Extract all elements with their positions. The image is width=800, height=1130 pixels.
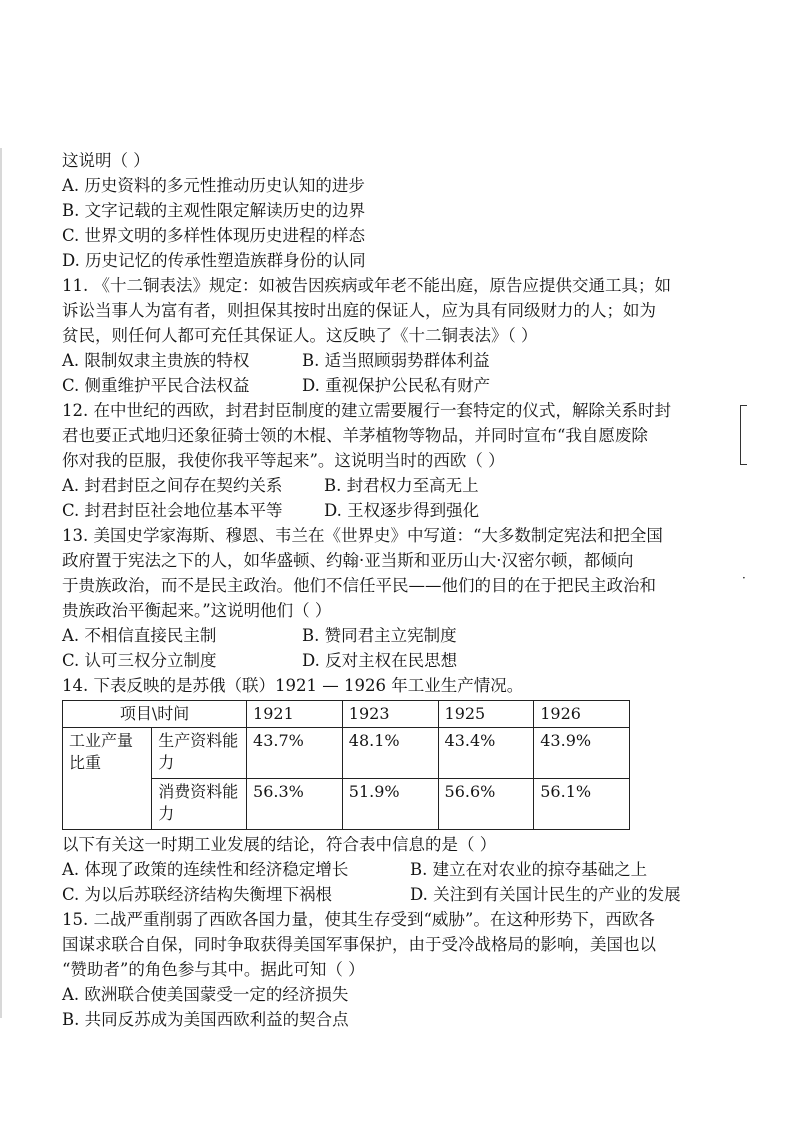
question-15-stem-line: 15. 二战严重削弱了西欧各国力量，使其生存受到“威胁”。在这种形势下，西欧各: [62, 910, 655, 929]
table-cell: 56.3%: [247, 779, 343, 830]
table-group-label: 工业产量比重: [63, 728, 152, 830]
question-12-stem-line: 12. 在中世纪的西欧，封君封臣制度的建立需要履行一套特定的仪式，解除关系时封: [62, 401, 671, 420]
question-13-option-c: C. 认可三权分立制度: [62, 651, 217, 670]
question-13-stem-line: 贵族政治平衡起来。”这说明他们（ ）: [62, 601, 332, 620]
question-15: [62, 907, 722, 1032]
question-14-option-b: B. 建立在对农业的掠夺基础之上: [410, 860, 648, 879]
margin-bracket-mark: [740, 405, 747, 465]
table-cell: 43.7%: [247, 728, 343, 779]
question-13-stem-line: 13. 美国史学家海斯、穆恩、韦兰在《世界史》中写道：“大多数制定宪法和把全国: [62, 526, 663, 545]
table-row-label: 生产资料能力: [152, 728, 247, 779]
question-15-option-b: B. 共同反苏成为美国西欧利益的契合点: [62, 1010, 349, 1029]
question-10-option-a: A. 历史资料的多元性推动历史认知的进步: [62, 176, 365, 195]
question-12-stem-line: 君也要正式地归还象征骑士领的木棍、羊茅植物等物品，并同时宣布“我自愿废除: [62, 426, 648, 445]
question-14-stem: 以下有关这一时期工业发展的结论，符合表中信息的是（ ）: [62, 835, 497, 854]
question-10: [62, 148, 722, 273]
question-13-stem-line: 于贵族政治，而不是民主政治。他们不信任平民——他们的目的在于把民主政治和: [62, 576, 656, 595]
table-cell: 48.1%: [342, 728, 438, 779]
table-year-cell: 1923: [342, 701, 438, 728]
question-10-option-c: C. 世界文明的多样性体现历史进程的样态: [62, 226, 366, 245]
question-11-option-c: C. 侧重维护平民合法权益: [62, 376, 250, 395]
question-13-option-a: A. 不相信直接民主制: [62, 626, 217, 645]
exam-page: [62, 148, 722, 1032]
question-12-option-d: D. 王权逐步得到强化: [324, 501, 480, 520]
question-15-stem-line: 国谋求联合自保，同时争取获得美国军事保护，由于受冷战格局的影响，美国也以: [62, 935, 656, 954]
question-15-option-a: A. 欧洲联合使美国蒙受一定的经济损失: [62, 985, 349, 1004]
margin-dot-mark: ·: [742, 571, 746, 585]
industry-table: [62, 700, 630, 830]
question-14-option-d: D. 关注到有关国计民生的产业的发展: [410, 885, 681, 904]
table-cell: 43.4%: [438, 728, 534, 779]
question-11-option-a: A. 限制奴隶主贵族的特权: [62, 351, 250, 370]
question-12-option-a: A. 封君封臣之间存在契约关系: [62, 476, 283, 495]
question-14: [62, 673, 722, 907]
question-11-stem-line: 贫民，则任何人都可充任其保证人。这反映了《十二铜表法》（ ）: [62, 326, 538, 345]
table-cell: 56.6%: [438, 779, 534, 830]
table-header-row: [63, 701, 630, 728]
question-13: [62, 523, 722, 673]
question-11-stem-line: 诉讼当事人为富有者，则担保其按时出庭的保证人，应为具有同级财力的人；如为: [62, 301, 656, 320]
scan-edge-shadow: [0, 148, 2, 1018]
question-11-option-b: B. 适当照顾弱势群体利益: [302, 351, 490, 370]
table-cell: 56.1%: [534, 779, 630, 830]
table-year-cell: 1926: [534, 701, 630, 728]
question-14-intro: 14. 下表反映的是苏俄（联）1921 — 1926 年工业生产情况。: [62, 676, 524, 695]
table-cell: 51.9%: [342, 779, 438, 830]
question-11: [62, 273, 722, 398]
question-13-option-d: D. 反对主权在民思想: [302, 651, 458, 670]
question-10-option-d: D. 历史记忆的传承性塑造族群身份的认同: [62, 251, 366, 270]
question-14-option-a: A. 体现了政策的连续性和经济稳定增长: [62, 860, 349, 879]
table-year-cell: 1925: [438, 701, 534, 728]
table-year-cell: 1921: [247, 701, 343, 728]
table-cell: 43.9%: [534, 728, 630, 779]
table-row-label: 消费资料能力: [152, 779, 247, 830]
question-15-stem-line: “赞助者”的角色参与其中。据此可知（ ）: [62, 960, 365, 979]
question-12-stem-line: 你对我的臣服，我使你我平等起来”。这说明当时的西欧（ ）: [62, 451, 505, 470]
table-header-cell: 项目\时间: [63, 701, 247, 728]
table-row: [63, 728, 630, 779]
question-10-stem-tail: 这说明（ ）: [62, 151, 150, 170]
question-13-option-b: B. 赞同君主立宪制度: [302, 626, 457, 645]
question-10-option-b: B. 文字记载的主观性限定解读历史的边界: [62, 201, 366, 220]
question-12-option-b: B. 封君权力至高无上: [324, 476, 479, 495]
question-11-stem-line: 11. 《十二铜表法》规定：如被告因疾病或年老不能出庭，原告应提供交通工具；如: [62, 276, 671, 295]
question-14-option-c: C. 为以后苏联经济结构失衡埋下祸根: [62, 885, 333, 904]
question-12: [62, 398, 722, 523]
question-11-option-d: D. 重视保护公民私有财产: [302, 376, 491, 395]
question-12-option-c: C. 封君封臣社会地位基本平等: [62, 501, 283, 520]
question-13-stem-line: 政府置于宪法之下的人，如华盛顿、约翰·亚当斯和亚历山大·汉密尔顿，都倾向: [62, 551, 634, 570]
